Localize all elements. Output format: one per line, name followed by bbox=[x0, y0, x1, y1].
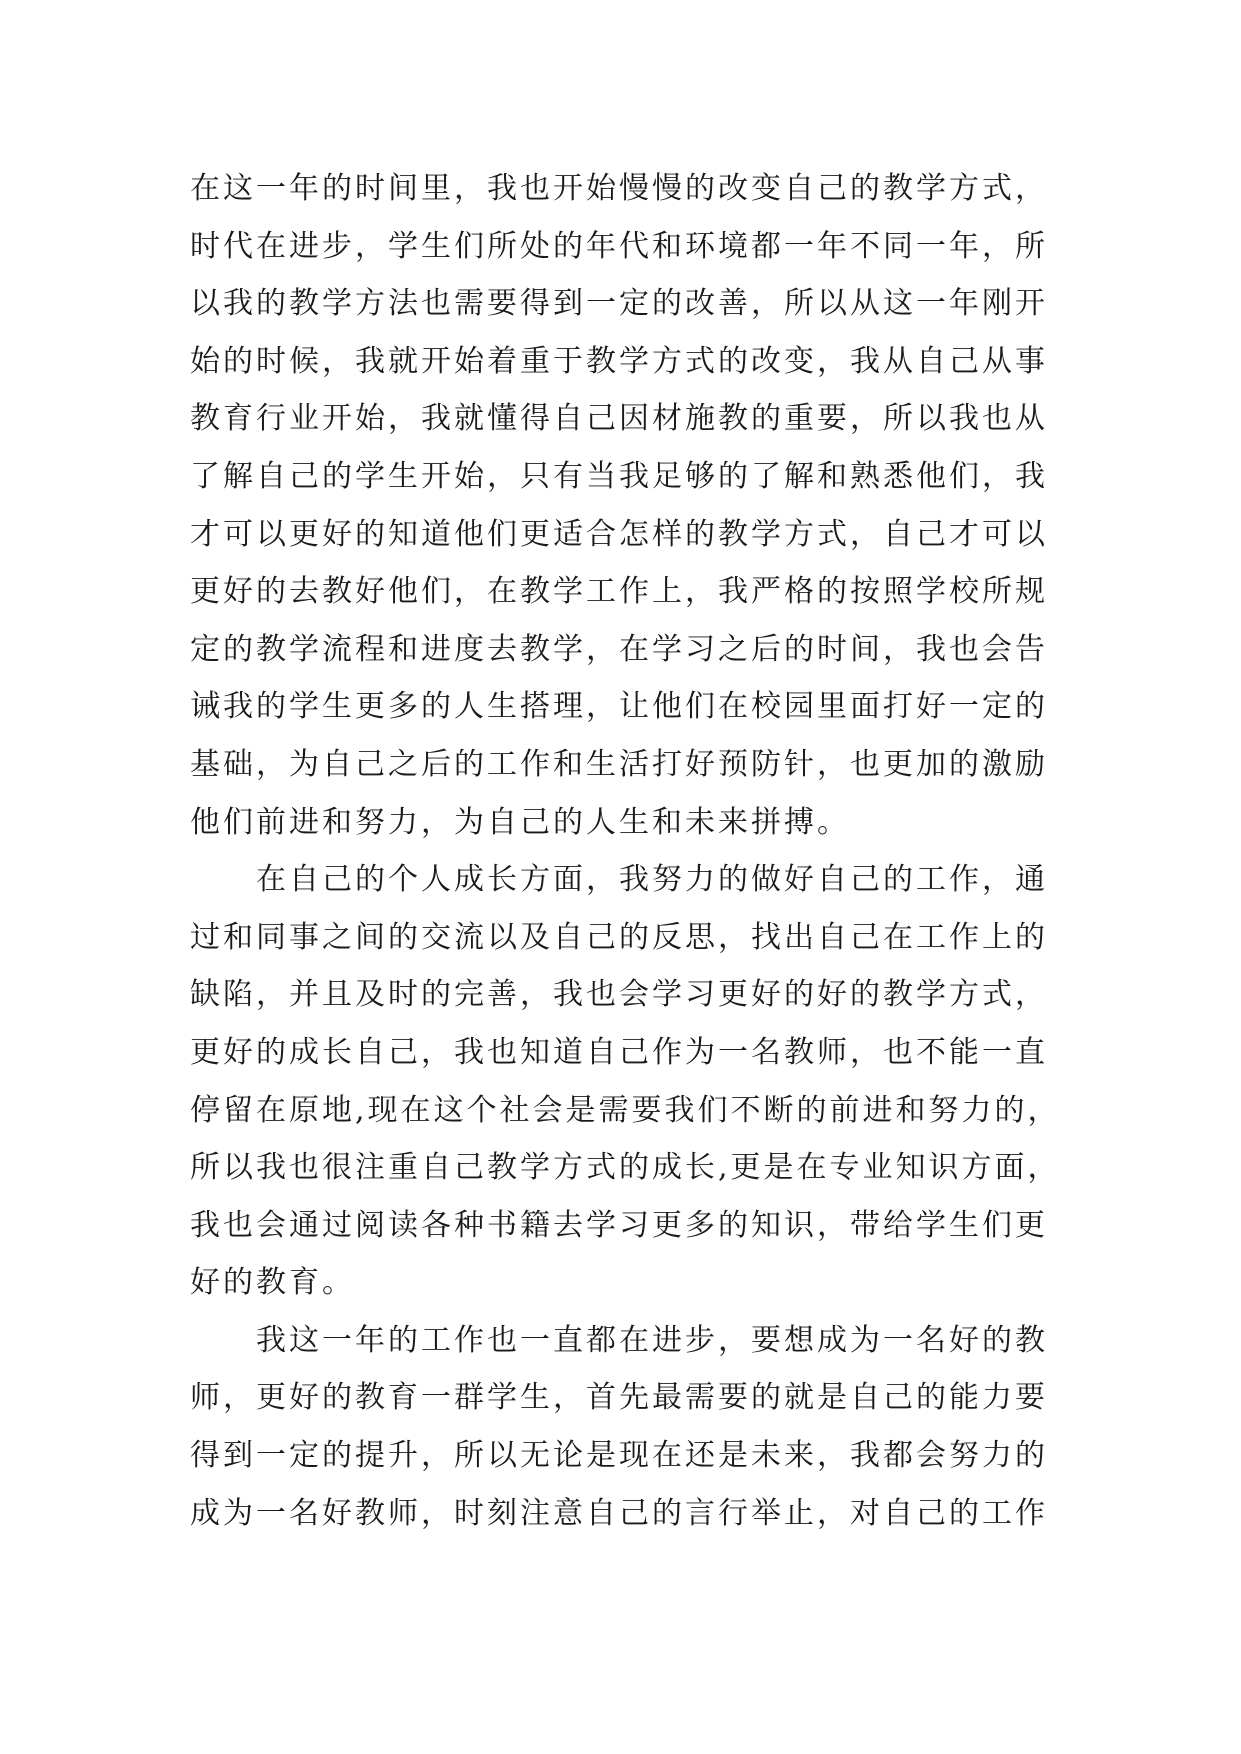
text-line: 在这一年的时间里，我也开始慢慢的改变自己的教学方式， bbox=[190, 171, 1048, 206]
text-line: 成为一名好教师，时刻注意自己的言行举止，对自己的工作 bbox=[190, 1495, 1048, 1531]
text-line: 师，更好的教育一群学生，首先最需要的就是自己的能力要 bbox=[190, 1380, 1048, 1416]
text-line: 我这一年的工作也一直都在进步，要想成为一名好的教 bbox=[256, 1322, 1048, 1358]
document-body bbox=[190, 160, 1070, 1542]
text-line: 在自己的个人成长方面，我努力的做好自己的工作，通 bbox=[256, 862, 1048, 898]
text-line: 基础，为自己之后的工作和生活打好预防针，也更加的激励 bbox=[190, 746, 1048, 782]
text-line: 停留在原地,现在这个社会是需要我们不断的前进和努力的， bbox=[190, 1092, 1061, 1128]
text-line: 以我的教学方法也需要得到一定的改善，所以从这一年刚开 bbox=[190, 286, 1048, 322]
text-line: 所以我也很注重自己教学方式的成长,更是在专业知识方面， bbox=[190, 1150, 1061, 1186]
text-line: 我也会通过阅读各种书籍去学习更多的知识，带给学生们更 bbox=[190, 1207, 1048, 1243]
text-line: 缺陷，并且及时的完善，我也会学习更好的好的教学方式， bbox=[190, 977, 1048, 1013]
text-line: 才可以更好的知道他们更适合怎样的教学方式，自己才可以 bbox=[190, 516, 1048, 552]
text-line: 过和同事之间的交流以及自己的反思，找出自己在工作上的 bbox=[190, 919, 1048, 955]
text-line: 了解自己的学生开始，只有当我足够的了解和熟悉他们，我 bbox=[190, 458, 1048, 494]
text-line: 他们前进和努力，为自己的人生和未来拼搏。 bbox=[190, 804, 850, 840]
text-line: 始的时候，我就开始着重于教学方式的改变，我从自己从事 bbox=[190, 343, 1048, 379]
paragraph-2 bbox=[190, 851, 1070, 1312]
text-line: 诫我的学生更多的人生搭理，让他们在校园里面打好一定的 bbox=[190, 689, 1048, 725]
text-line: 时代在进步，学生们所处的年代和环境都一年不同一年，所 bbox=[190, 228, 1048, 264]
text-line: 定的教学流程和进度去教学，在学习之后的时间，我也会告 bbox=[190, 631, 1048, 667]
text-line: 教育行业开始，我就懂得自己因材施教的重要，所以我也从 bbox=[190, 401, 1048, 437]
paragraph-3 bbox=[190, 1312, 1070, 1542]
text-line: 更好的去教好他们，在教学工作上，我严格的按照学校所规 bbox=[190, 574, 1048, 610]
text-line: 好的教育。 bbox=[190, 1265, 355, 1301]
text-line: 更好的成长自己，我也知道自己作为一名教师，也不能一直 bbox=[190, 1034, 1048, 1070]
text-line: 得到一定的提升，所以无论是现在还是未来，我都会努力的 bbox=[190, 1438, 1048, 1474]
paragraph-1 bbox=[190, 160, 1070, 851]
